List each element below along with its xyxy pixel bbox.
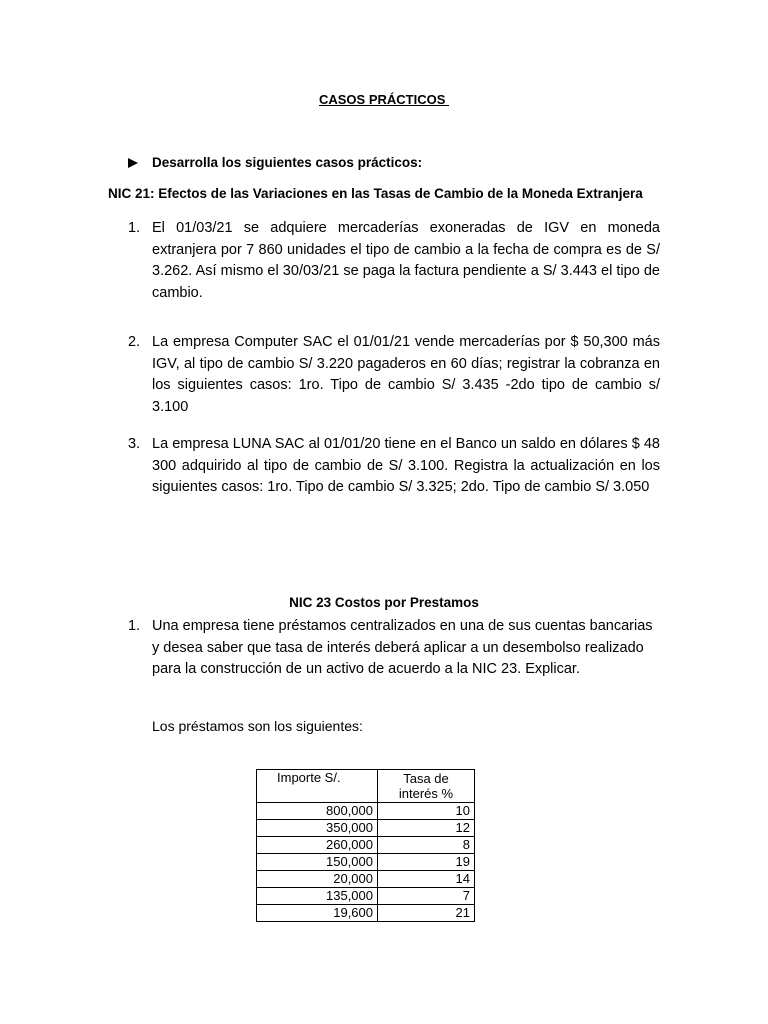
- page-title: CASOS PRÁCTICOS: [318, 92, 449, 107]
- list-item-number: 2.: [128, 334, 141, 350]
- table-row: [257, 837, 475, 854]
- list-item-text: La empresa LUNA SAC al 01/01/20 tiene en el Banco un saldo en dólares $ 48 300 adquirido al tipo de cambio de S/ 3.100. Registra la actualización en los siguientes casos: 1ro. Tipo de cambio S/ 3.325; 2do. Tipo de cambio S/ 3.050: [152, 436, 660, 495]
- list-item: [128, 616, 660, 681]
- table-row: [257, 803, 475, 820]
- list-item-text: La empresa Computer SAC el 01/01/21 vende mercaderías por $ 50,300 más IGV, al tipo de cambio S/ 3.220 pagaderos en 60 días; registrar la cobranza en los siguientes casos: 1ro. Tipo de cambio S/ 3.435 -2do tipo de cambio s/ 3.100: [152, 334, 660, 415]
- loans-table: [256, 769, 475, 922]
- table-row: [257, 888, 475, 905]
- table-row: [257, 820, 475, 837]
- rate-cell: 19: [378, 854, 475, 871]
- section-heading-nic21: NIC 21: Efectos de las Variaciones en las Tasas de Cambio de la Moneda Extranjera: [108, 186, 643, 201]
- amount-cell: 350,000: [257, 820, 378, 837]
- rate-cell: 21: [378, 905, 475, 922]
- list-item-text: El 01/03/21 se adquiere mercaderías exoneradas de IGV en moneda extranjera por 7 860 unidades el tipo de cambio a la fecha de compra es de S/ 3.262. Así mismo el 30/03/21 se paga la factura pendiente a S/ 3.443 el tipo de cambio.: [152, 220, 660, 301]
- column-header-amount: Importe S/.: [257, 770, 378, 803]
- rate-cell: 10: [378, 803, 475, 820]
- list-item: [128, 332, 660, 418]
- list-item-number: 1.: [128, 220, 141, 236]
- list-item-number: 3.: [128, 436, 141, 452]
- rate-cell: 8: [378, 837, 475, 854]
- amount-cell: 19,600: [257, 905, 378, 922]
- amount-cell: 20,000: [257, 871, 378, 888]
- table-row: [257, 905, 475, 922]
- amount-cell: 800,000: [257, 803, 378, 820]
- column-header-rate: Tasa de interés %: [378, 770, 475, 803]
- table-row: [257, 854, 475, 871]
- amount-cell: 135,000: [257, 888, 378, 905]
- table-header-row: [257, 770, 475, 803]
- loans-intro-text: Los préstamos son los siguientes:: [152, 718, 363, 734]
- rate-cell: 12: [378, 820, 475, 837]
- section-heading-nic23: NIC 23 Costos por Prestamos: [289, 595, 479, 610]
- list-item-text: Una empresa tiene préstamos centralizados en una de sus cuentas bancarias y desea saber que tasa de interés deberá aplicar a un desembolso realizado para la construcción de un activo de acuerdo a la NIC 23. Explicar.: [152, 618, 653, 677]
- list-item: [128, 218, 660, 304]
- list-item-number: 1.: [128, 618, 141, 634]
- instruction-line: [128, 155, 422, 170]
- rate-cell: 14: [378, 871, 475, 888]
- table-row: [257, 871, 475, 888]
- instruction-text: Desarrolla los siguientes casos prácticos:: [152, 155, 423, 170]
- amount-cell: 260,000: [257, 837, 378, 854]
- rate-cell: 7: [378, 888, 475, 905]
- list-item: [128, 434, 660, 499]
- amount-cell: 150,000: [257, 854, 378, 871]
- arrow-bullet-icon: [128, 158, 138, 168]
